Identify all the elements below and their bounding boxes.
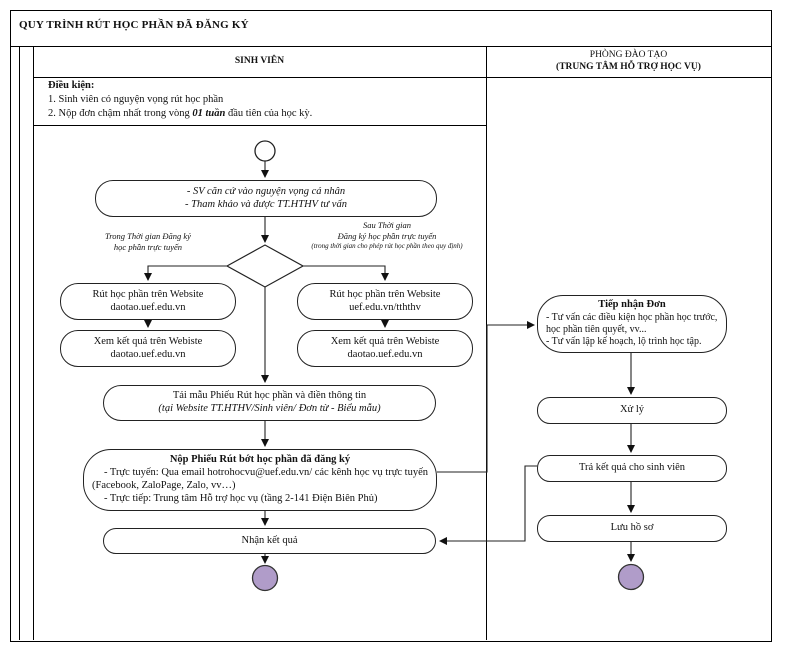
- archive-activity: Lưu hồ sơ: [537, 515, 727, 542]
- withdraw-late-activity: Rút học phần trên Website uef.edu.vn/tththv: [297, 283, 473, 320]
- conditions-heading: Điều kiện:: [48, 80, 95, 91]
- decision-diamond: [227, 245, 303, 287]
- submit-form-activity: [83, 449, 437, 511]
- view-result-online-activity: Xem kết quả trên Webiste daotao.uef.edu.vn: [60, 330, 236, 367]
- connector-decision-to-withdraw-late: [303, 266, 385, 280]
- process-activity: Xử lý: [537, 397, 727, 424]
- condition-item-1: 1. Sinh viên có nguyện vọng rút học phần: [48, 94, 224, 106]
- branch-label-left: Trong Thời gian Đăng ký học phần trực tuyến: [105, 231, 191, 253]
- lane-header-office-line2: (TRUNG TÂM HỖ TRỢ HỌC VỤ): [556, 61, 701, 72]
- download-form-activity: Tải mẫu Phiếu Rút học phần và điền thông tin (tại Website TT.HTHV/Sinh viên/ Đơn từ - Biểu mẫu): [103, 385, 436, 421]
- receive-application-bullet-2: - Tư vấn lập kế hoạch, lộ trình học tập.: [546, 336, 702, 348]
- receive-application-title: Tiếp nhận Đơn: [598, 299, 666, 311]
- receive-application-bullet-1: - Tư vấn các điều kiện học phần học trước, học phần tiên quyết, vv...: [546, 312, 718, 336]
- return-result-activity: Trả kết quả cho sinh viên: [537, 455, 727, 482]
- receive-result-activity: Nhận kết quả: [103, 528, 436, 554]
- condition-item-2: 2. Nộp đơn chậm nhất trong vòng 01 tuần đầu tiên của học kỳ.: [48, 108, 313, 120]
- connector-return-result-to-receive-result: [440, 466, 537, 541]
- view-result-late-activity: Xem kết quả trên Webiste daotao.uef.edu.vn: [297, 330, 473, 367]
- end-node-student: [253, 566, 278, 591]
- lane-header-office-line1: PHÒNG ĐÀO TẠO: [589, 50, 668, 60]
- start-node: [255, 141, 275, 161]
- page-title: QUY TRÌNH RÚT HỌC PHẦN ĐÃ ĐĂNG KÝ: [19, 19, 249, 31]
- withdraw-online-activity: Rút học phần trên Website daotao.uef.edu.vn: [60, 283, 236, 320]
- submit-form-bullet-direct: - Trực tiếp: Trung tâm Hỗ trợ học vụ (tầng 2-141 Điện Biên Phủ): [104, 492, 378, 504]
- lane-header-student: SINH VIÊN: [234, 56, 285, 66]
- connector-decision-to-withdraw-online: [148, 266, 227, 280]
- branch-label-right: Sau Thời gian Đăng ký học phần trực tuyến (trong thời gian cho phép rút học phần theo quy định): [311, 220, 463, 251]
- submit-form-title: Nộp Phiếu Rút bớt học phần đã đăng ký: [169, 454, 351, 466]
- consult-activity: - SV căn cứ vào nguyện vọng cá nhân - Tham khảo và được TT.HTHV tư vấn: [95, 180, 437, 217]
- submit-form-bullet-online: - Trực tuyến: Qua email hotrohocvu@uef.edu.vn/ các kênh học vụ trực tuyến (Facebook, ZaloPage, Zalo, vv…): [92, 467, 429, 491]
- end-node-office: [619, 565, 644, 590]
- receive-application-activity: [537, 295, 727, 353]
